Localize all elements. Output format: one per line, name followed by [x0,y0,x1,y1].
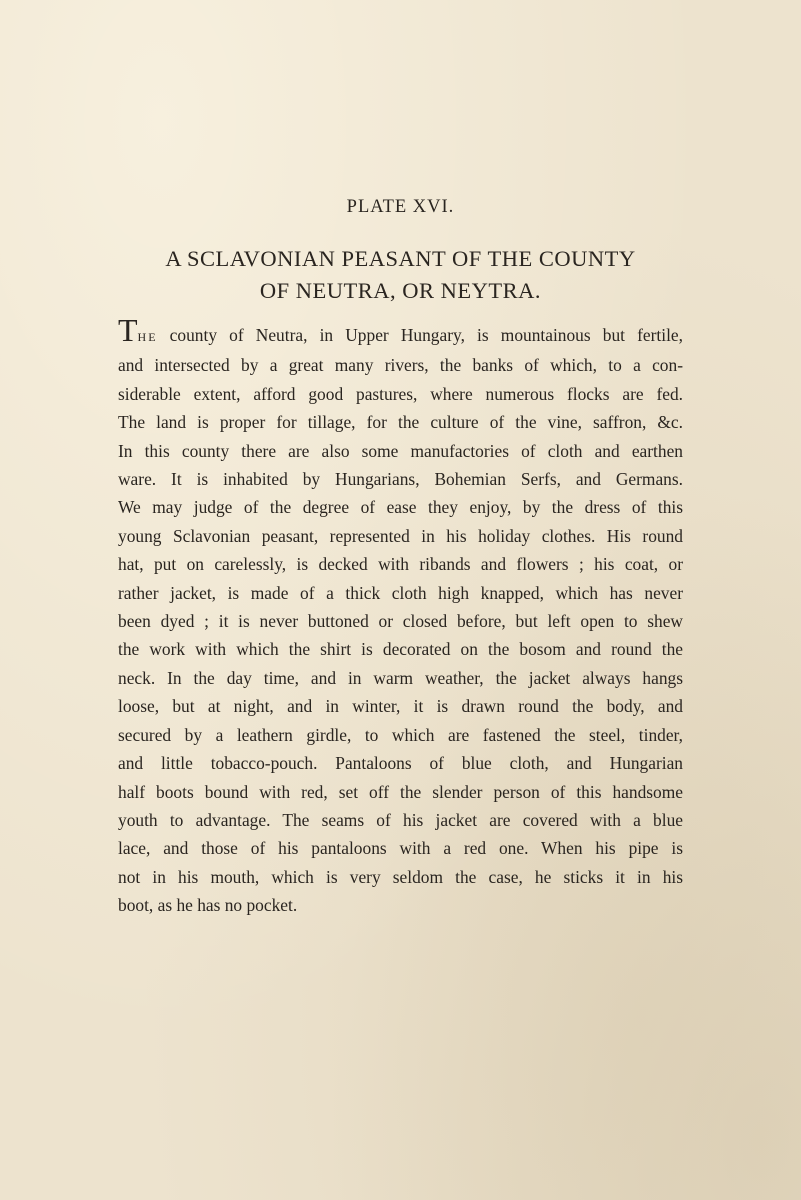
text-line: secured by a leathern girdle, to which are fastened the steel, tinder, [118,724,683,745]
title-line-1: A SCLAVONIAN PEASANT OF THE COUNTY [165,246,636,271]
text-line: youth to advantage. The seams of his jacket are covered with a blue [118,809,683,830]
text-line: In this county there are also some manufactories of cloth and earthen [118,440,683,461]
body-paragraph [118,312,683,920]
line-text: county of Neutra, in Upper Hungary, is mountainous but fertile, [157,325,683,345]
text-line: The land is proper for tillage, for the culture of the vine, saffron, &c. [118,412,683,433]
text-line: half boots bound with red, set off the slender person of this handsome [118,781,683,802]
small-caps: HE [137,330,158,344]
text-line: rather jacket, is made of a thick cloth high knapped, which has never [118,582,683,603]
text-line: been dyed ; it is never buttoned or closed before, but left open to shew [118,611,683,632]
title-line-2: OF NEUTRA, OR NEYTRA. [259,278,542,303]
text-line: young Sclavonian peasant, represented in his holiday clothes. His round [118,525,683,546]
text-line [118,312,683,351]
text-line: the work with which the shirt is decorated on the bosom and round the [118,639,683,660]
text-line: lace, and those of his pantaloons with a red one. When his pipe is [118,838,683,859]
plate-label: PLATE XVI. [346,197,455,217]
text-line: ware. It is inhabited by Hungarians, Bohemian Serfs, and Germans. [118,469,683,490]
text-line: siderable extent, afford good pastures, where numerous flocks are fed. [118,383,683,404]
text-line: and intersected by a great many rivers, the banks of which, to a con- [118,355,683,376]
text-line: hat, put on carelessly, is decked with ribands and flowers ; his coat, or [118,554,683,575]
text-line: loose, but at night, and in winter, it is drawn round the body, and [118,696,683,717]
text-line: not in his mouth, which is very seldom the case, he sticks it in his [118,866,683,887]
text-line: and little tobacco-pouch. Pantaloons of blue cloth, and Hungarian [118,753,683,774]
page-title [0,243,801,307]
drop-cap: T [118,312,138,348]
text-line: We may judge of the degree of ease they enjoy, by the dress of this [118,497,683,518]
text-line: neck. In the day time, and in warm weather, the jacket always hangs [118,667,683,688]
text-line: boot, as he has no pocket. [118,895,298,916]
